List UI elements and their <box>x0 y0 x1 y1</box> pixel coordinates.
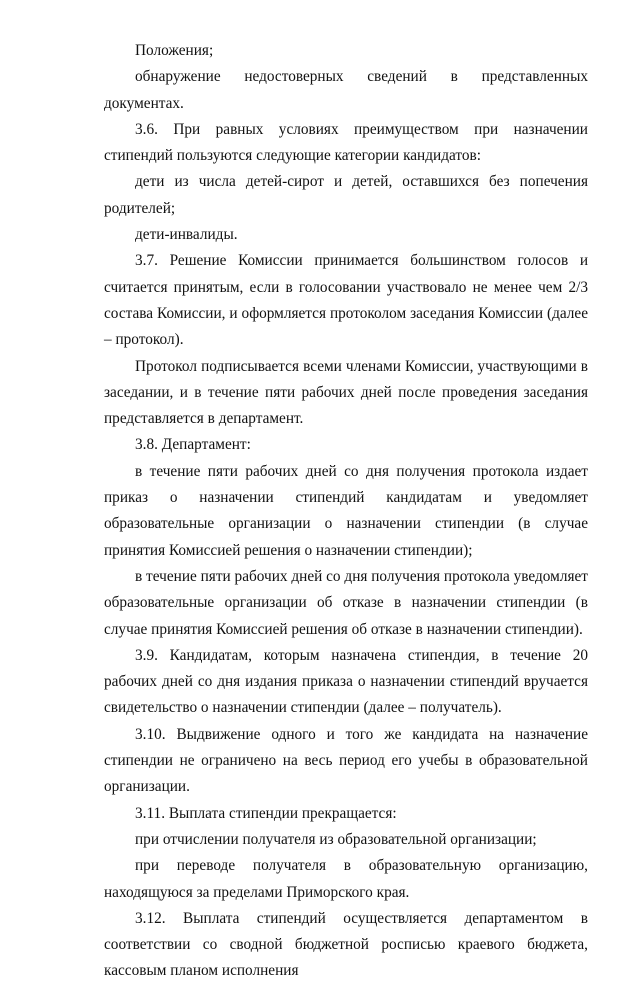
paragraph-3-8-refusal: в течение пяти рабочих дней со дня получения протокола уведомляет образовательные организации об отказе в назначении стипендии (в случае принятия Комиссией решения об отказе в назначении стипендии). <box>104 567 588 638</box>
paragraph-category-orphans: дети из числа детей-сирот и детей, оставшихся без попечения родителей; <box>104 173 588 217</box>
paragraph-3-12: 3.12. Выплата стипендий осуществляется департаментом в соответствии со сводной бюджетной росписью краевого бюджета, кассовым планом исполнения <box>104 909 588 980</box>
paragraph-3-8: 3.8. Департамент: <box>135 436 251 454</box>
paragraph-3-11-transfer: при переводе получателя в образовательную организацию, находящуюся за пределами Приморского края. <box>104 857 588 901</box>
paragraph-3-9: 3.9. Кандидатам, которым назначена стипендия, в течение 20 рабочих дней со дня издания приказа о назначении стипендий вручается свидетельство о назначении стипендии (далее – получатель). <box>104 646 588 717</box>
paragraph-3-7: 3.7. Решение Комиссии принимается большинством голосов и считается принятым, если в голосовании участвовало не менее чем 2/3 состава Комиссии, и оформляется протоколом заседания Комиссии (далее – протокол). <box>104 252 588 349</box>
paragraph-category-disabled: дети-инвалиды. <box>135 226 238 244</box>
paragraph-3-11: 3.11. Выплата стипендии прекращается: <box>135 804 397 822</box>
paragraph-protocol: Протокол подписывается всеми членами Комиссии, участвующими в заседании, и в течение пяти рабочих дней после проведения заседания представляется в департамент. <box>104 357 588 428</box>
paragraph-3-6: 3.6. При равных условиях преимуществом при назначении стипендий пользуются следующие категории кандидатов: <box>104 120 588 165</box>
paragraph-1: Положения; <box>135 42 214 59</box>
document-body <box>104 38 588 985</box>
paragraph-3-8-order: в течение пяти рабочих дней со дня получения протокола издает приказ о назначении стипендий кандидатам и уведомляет образовательные организации о назначении стипендии (в случае принятия Комиссией решения о назначении стипендии); <box>104 462 588 559</box>
paragraph-2: обнаружение недостоверных сведений в представленных документах. <box>104 68 588 112</box>
paragraph-3-10: 3.10. Выдвижение одного и того же кандидата на назначение стипендии не ограничено на весь период его учебы в образовательной организации. <box>104 725 588 796</box>
paragraph-3-11-expulsion: при отчислении получателя из образовательной организации; <box>135 830 537 848</box>
